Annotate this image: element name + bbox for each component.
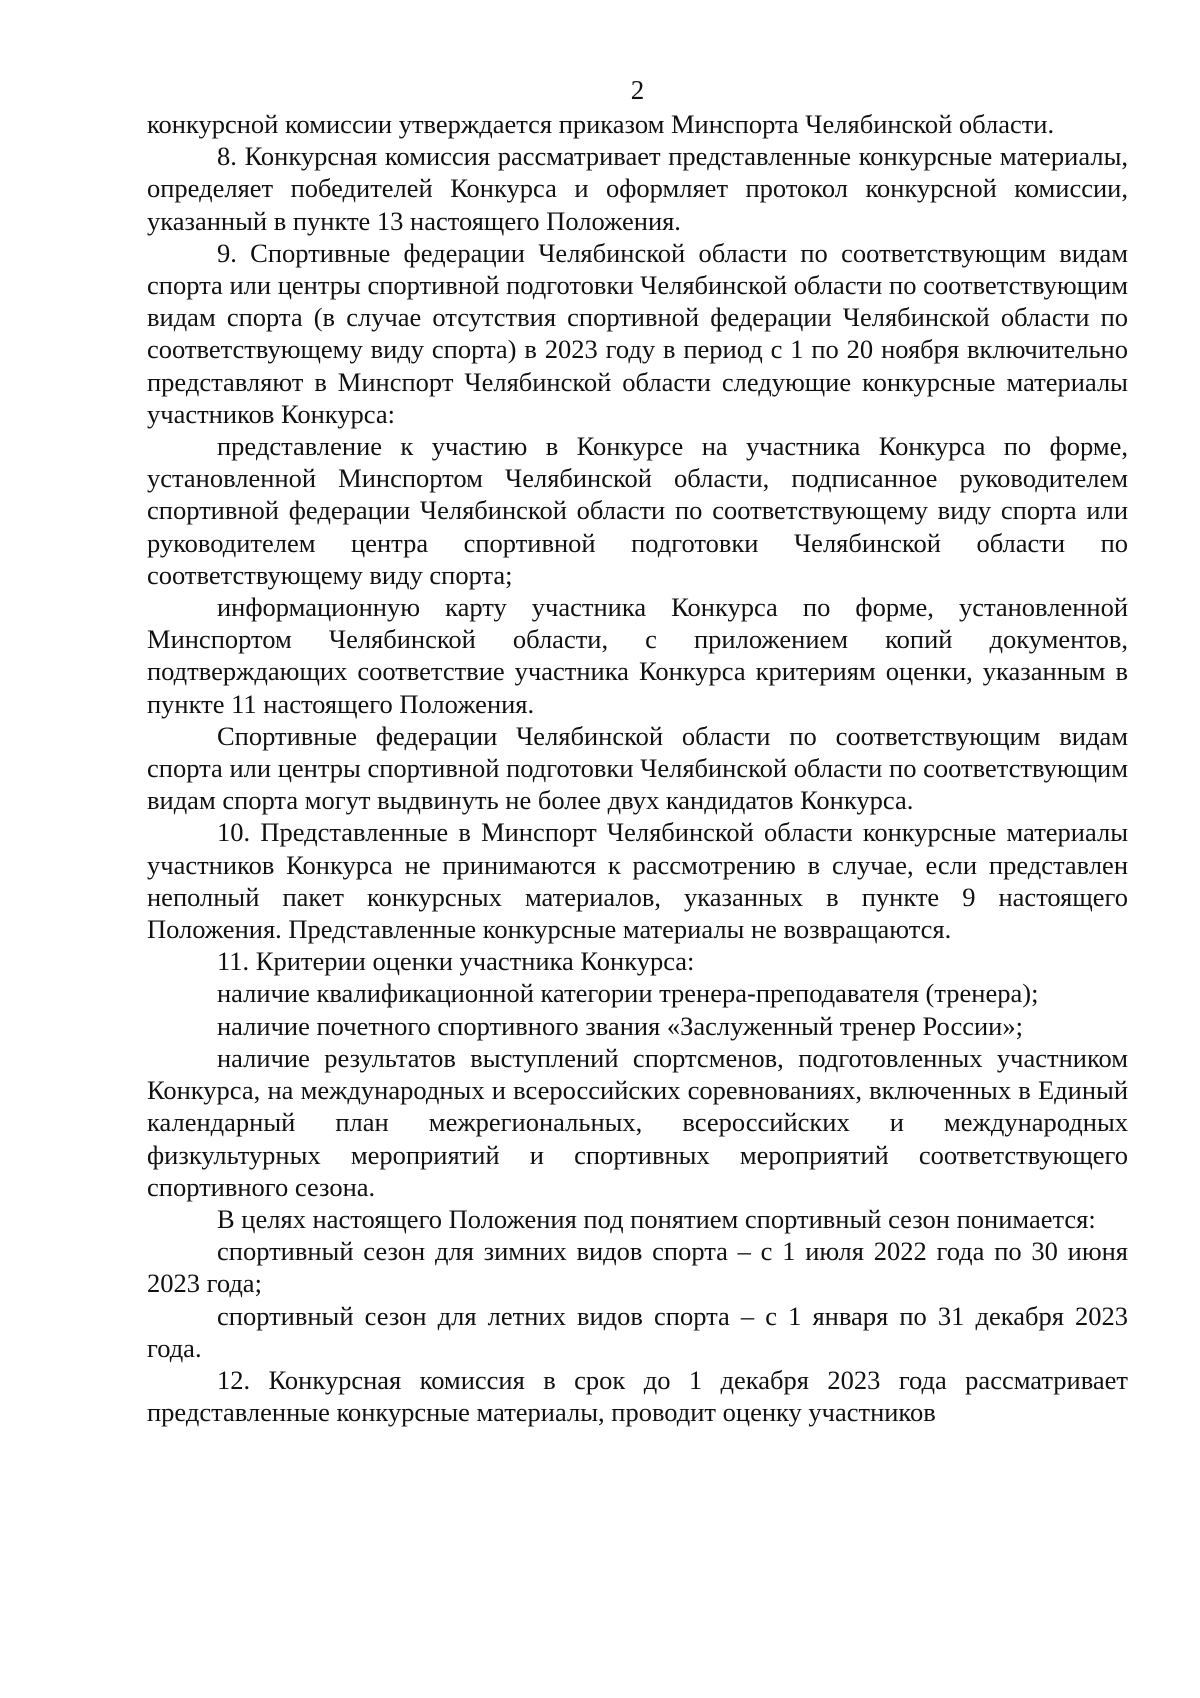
- paragraph-summer-season: спортивный сезон для летних видов спорта – с 1 января по 31 декабря 2023 года.: [147, 1300, 1128, 1363]
- paragraph-item-10: 10. Представленные в Минспорт Челябинской области конкурсные материалы участников Конкурса не принимаются к рассмотрению в случае, если представлен неполный пакет конкурсных материалов, указанных в пункте 9 настоящего Положения. Представленные конкурсные материалы не возвращаются.: [147, 817, 1128, 945]
- paragraph-criterion-results: наличие результатов выступлений спортсменов, подготовленных участником Конкурса, на международных и всероссийских соревнованиях, включенных в Единый календарный план межрегиональных, всероссийских и международных физкультурных мероприятий и спортивных мероприятий соответствующего спортивного сезона.: [147, 1042, 1128, 1202]
- paragraph-criterion-title: наличие почетного спортивного звания «Заслуженный тренер России»;: [217, 1010, 1023, 1041]
- paragraph-item-9: 9. Спортивные федерации Челябинской области по соответствующим видам спорта или центры спортивной подготовки Челябинской области по соответствующим видам спорта (в случае отсутствия спортивной федерации Челябинской области по соответствующему виду спорта) в 2023 году в период с 1 по 20 ноября включительно представляют в Минспорт Челябинской области следующие конкурсные материалы участников Конкурса:: [147, 237, 1128, 429]
- paragraph-info-card: информационную карту участника Конкурса по форме, установленной Минспортом Челябинской области, с приложением копий документов, подтверждающих соответствие участника Конкурса критериям оценки, указанным в пункте 11 настоящего Положения.: [147, 592, 1128, 719]
- paragraph-submission: представление к участию в Конкурсе на участника Конкурса по форме, установленной Минспортом Челябинской области, подписанное руководителем спортивной федерации Челябинской области по соответствующему виду спорта или руководителем центра спортивной подготовки Челябинской области по соответствующему виду спорта;: [147, 431, 1128, 590]
- paragraph-season-definition: В целях настоящего Положения под понятием спортивный сезон понимается:: [217, 1203, 1096, 1234]
- paragraph-criterion-category: наличие квалификационной категории тренера-преподавателя (тренера);: [217, 978, 1039, 1009]
- document-body: [147, 108, 1128, 1428]
- paragraph-candidates-limit: Спортивные федерации Челябинской области по соответствующим видам спорта или центры спортивной подготовки Челябинской области по соответствующим видам спорта могут выдвинуть не более двух кандидатов Конкурса.: [147, 720, 1128, 816]
- paragraph-commission-approval: конкурсной комиссии утверждается приказом Минспорта Челябинской области.: [147, 109, 1055, 139]
- paragraph-item-8: 8. Конкурсная комиссия рассматривает представленные конкурсные материалы, определяет победителей Конкурса и оформляет протокол конкурсной комиссии, указанный в пункте 13 настоящего Положения.: [147, 141, 1128, 236]
- page-number: 2: [630, 75, 645, 105]
- paragraph-item-11: 11. Критерии оценки участника Конкурса:: [217, 946, 695, 977]
- paragraph-winter-season: спортивный сезон для зимних видов спорта – с 1 июля 2022 года по 30 июня 2023 года;: [147, 1236, 1128, 1299]
- paragraph-item-12: 12. Конкурсная комиссия в срок до 1 декабря 2023 года рассматривает представленные конкурсные материалы, проводит оценку участников: [147, 1364, 1128, 1428]
